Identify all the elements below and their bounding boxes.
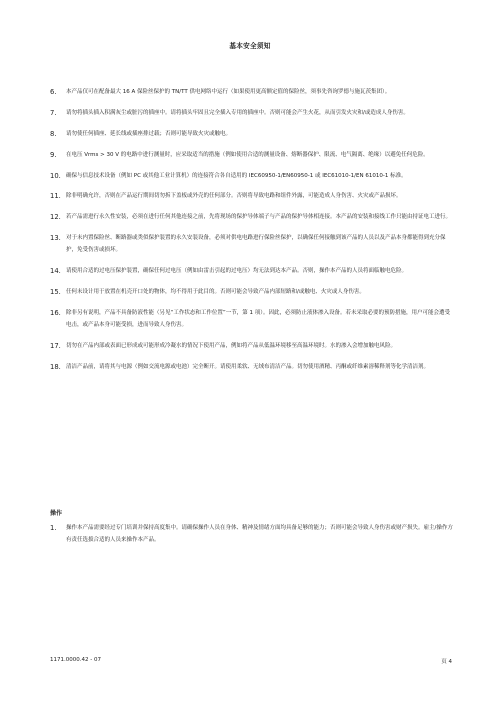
list-item: [50, 128, 454, 140]
item-text: 对于未内置保险丝、断路器或类似保护装置的永久安装设备，必须对供电电路进行保险丝保护，以确保任何接触到该产品的人员以及产品本身都能得到充分保护，免受伤害或损坏。: [66, 235, 446, 254]
item-number: 9.: [50, 150, 57, 159]
list-item: [50, 361, 454, 373]
item-number: 1.: [50, 524, 57, 532]
item-number: 17.: [50, 341, 61, 350]
list-item: [50, 340, 454, 352]
document-id: 1171.0000.42 - 07: [50, 657, 101, 663]
item-number: 18.: [50, 362, 61, 371]
list-item: [50, 149, 454, 161]
section-heading-operation: 操作: [50, 510, 63, 517]
list-item: [50, 190, 454, 202]
list-item: [50, 86, 454, 98]
page-number: 页 4: [441, 659, 452, 665]
item-text: 请使用合适的过电压保护装置，确保任何过电压（例如由雷击引起的过电压）均无法到达本产品。否则，操作本产品的人员将面临触电危险。: [66, 268, 408, 275]
item-text: 除非另有说明，产品不具备防液性能（另见“工作状态和工作位置”一节，第 1 项）。因此，必须防止液体渗入设备。若未采取必要的预防措施，用户可能会遭受电击，或产品本身可能受损，进而导致人身伤害。: [66, 309, 450, 328]
item-text: 除非明确允许，否则在产品运行期间切勿拆下盖板或外壳的任何部分。否则将导致电路和组件外露，可能造成人身伤害、火灾或产品损坏。: [66, 193, 402, 200]
item-number: 16.: [50, 308, 61, 317]
item-text: 确保与信息技术设备（例如 PC 或其他工业计算机）的连接符合各自适用的 IEC60950-1/EN60950-1 或 IEC61010-1/EN 61010-1 标准。: [66, 172, 407, 179]
item-text: 清洁产品前，请将其与电源（例如交流电源或电池）完全断开。请使用柔软、无绒布清洁产品。切勿使用酒精、丙酮或纤维素溶稀释剂等化学清洁剂。: [66, 363, 430, 370]
list-item: [50, 265, 454, 277]
item-text: 操作本产品需要经过专门培训并保持高度集中。请确保操作人员在身体、精神及情绪方面均具备足够的能力；否则可能会导致人身伤害或财产损失。雇主/操作方有责任选拔合适的人员来操作本产品。: [66, 525, 453, 543]
item-text: 请勿将插头插入积满灰尘或脏污的插座中。请将插头牢固且完全插入专用的插座中。否则可能会产生火花，从而引发火灾和/或造成人身伤害。: [66, 109, 409, 116]
item-number: 11.: [50, 192, 61, 201]
item-text: 本产品仅可在配备最大 16 A 保险丝保护的 TN/TT 供电网络中运行（如果使用更高额定值的保险丝，须事先咨询罗德与施瓦茨集团）。: [66, 89, 391, 95]
item-text: 请勿使任何插座、延长线或插座排过载；否则可能导致火灾或触电。: [66, 130, 232, 137]
item-number: 6.: [50, 88, 57, 96]
item-text: 切勿在产品内部或表面已形成或可能形成冷凝水的情况下使用产品，例如将产品从低温环境移至高温环境时。水的渗入会增加触电风险。: [66, 342, 397, 349]
list-item: [50, 170, 454, 182]
item-text: 在电压 Vrms > 30 V 的电路中进行测量时，应采取适当的措施（例如使用合适的测量设备、熔断器保护、限流、电气隔离、绝缘）以避免任何危险。: [66, 151, 429, 158]
list-item: [50, 286, 454, 298]
item-number: 13.: [50, 234, 61, 243]
item-text: 任何未设计用于放置在机壳开口处的物体，均不得用于此目的。否则可能会导致产品内部短路和/或触电、火灾或人身伤害。: [66, 289, 365, 296]
safety-instructions-list: [50, 86, 454, 382]
item-number: 7.: [50, 108, 57, 117]
list-item: [50, 522, 454, 546]
page-title: 基本安全须知: [229, 42, 271, 50]
item-number: 10.: [50, 171, 61, 180]
item-number: 15.: [50, 288, 61, 297]
item-number: 8.: [50, 129, 57, 138]
list-item: [50, 232, 454, 256]
list-item: [50, 211, 454, 223]
item-number: 14.: [50, 267, 61, 276]
item-number: 12.: [50, 213, 61, 222]
list-item: [50, 107, 454, 119]
operation-list: [50, 522, 454, 555]
list-item: [50, 307, 454, 331]
item-text: 若产品需进行永久性安装，必须在进行任何其他连接之前，先将现场的保护导体端子与产品的保护导体相连接。本产品的安装和接线工作只能由持证电工进行。: [66, 214, 452, 221]
